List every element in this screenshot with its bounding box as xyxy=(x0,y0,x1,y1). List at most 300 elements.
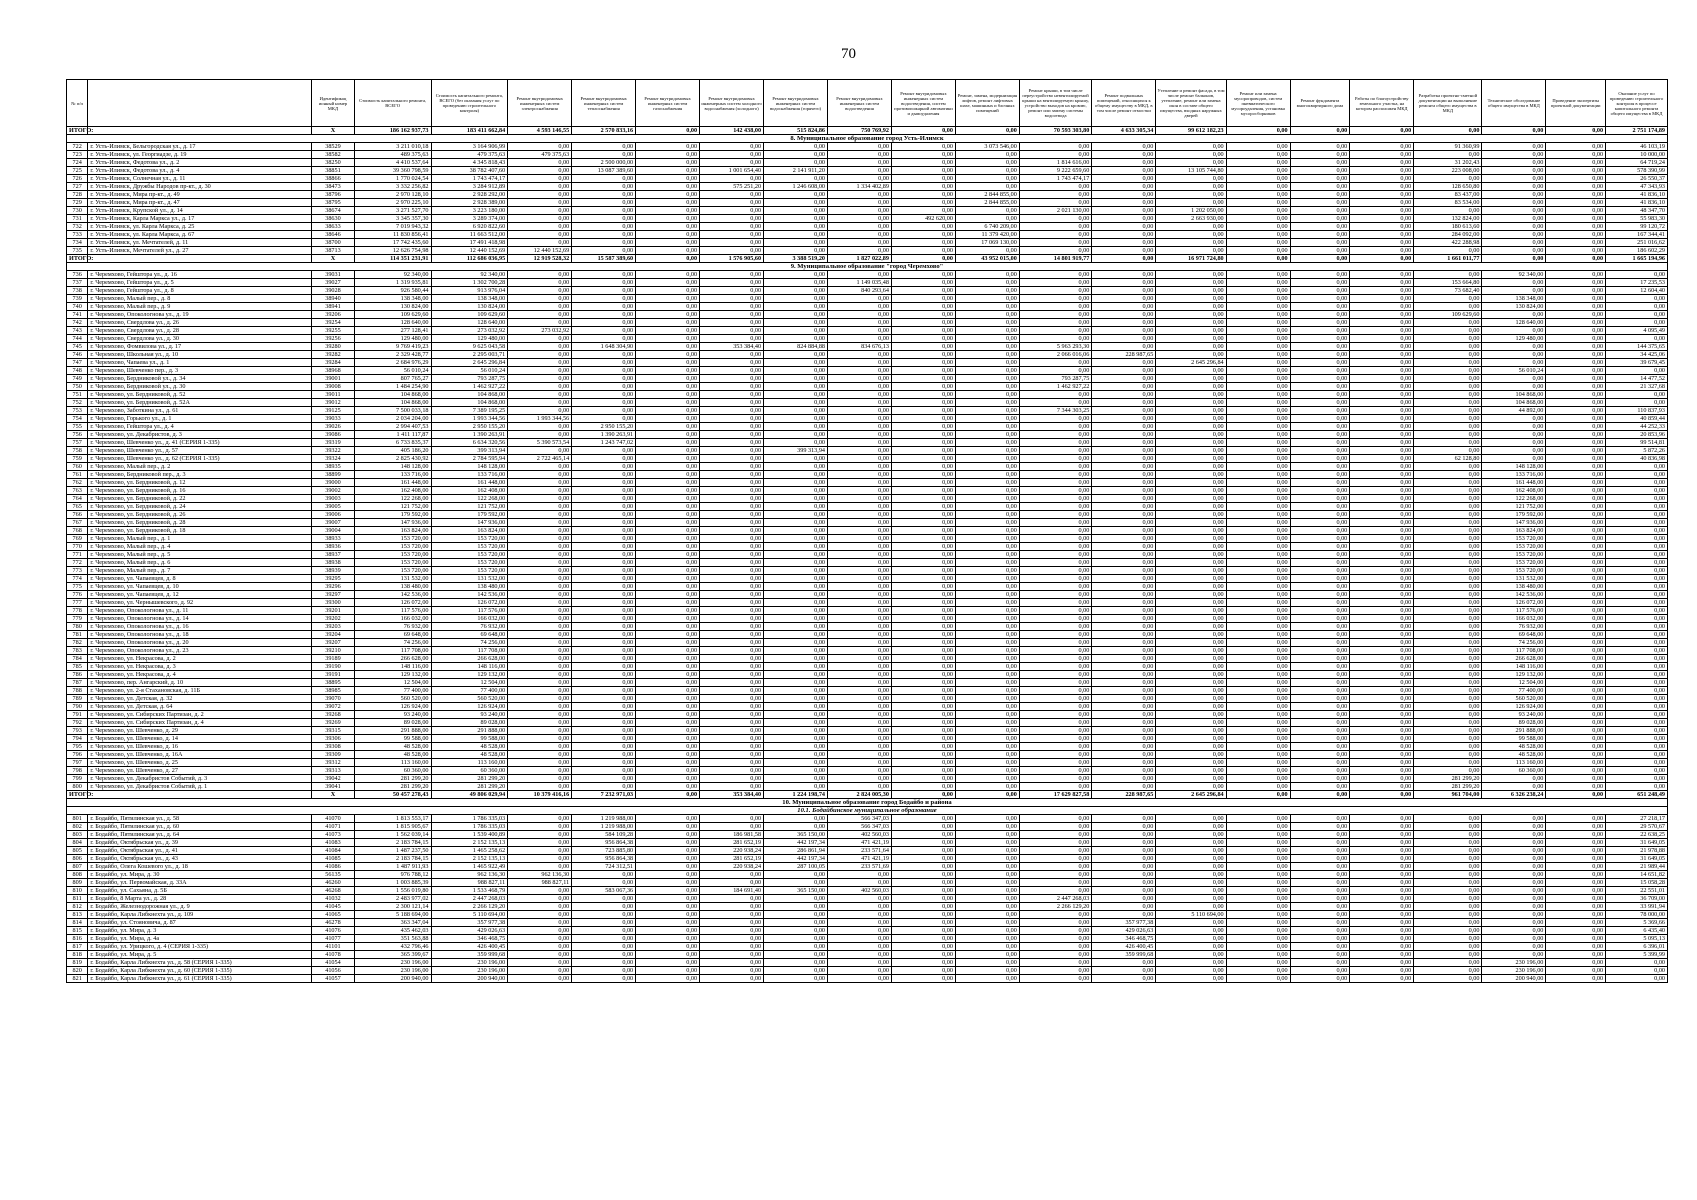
table-cell: 0,00 xyxy=(1414,527,1482,535)
table-row xyxy=(67,271,1668,279)
table-cell: 0,00 xyxy=(828,175,892,183)
table-cell: 0,00 xyxy=(955,759,1019,767)
table-cell: 0,00 xyxy=(1414,431,1482,439)
table-cell: 0,00 xyxy=(508,407,572,415)
table-cell: 0,00 xyxy=(1226,527,1290,535)
table-cell: 0,00 xyxy=(1606,759,1668,767)
table-cell: 0,00 xyxy=(1226,543,1290,551)
table-cell: 38941 xyxy=(312,303,355,311)
table-cell: 0,00 xyxy=(1546,959,1606,967)
table-cell: 0,00 xyxy=(1290,791,1350,799)
table-cell: 121 752,00 xyxy=(354,503,431,511)
table-cell: 0,00 xyxy=(1414,975,1482,983)
table-cell: 0,00 xyxy=(1546,839,1606,847)
table-cell: 962 136,30 xyxy=(431,871,508,879)
table-cell: 1 462 927,22 xyxy=(431,383,508,391)
table-cell: 0,00 xyxy=(1156,551,1226,559)
table-cell: 0,00 xyxy=(1226,287,1290,295)
table-cell: 0,00 xyxy=(1546,607,1606,615)
table-cell: 99 612 182,23 xyxy=(1156,127,1226,135)
table-cell: 0,00 xyxy=(955,975,1019,983)
table-cell: 0,00 xyxy=(764,751,828,759)
table-cell: 0,00 xyxy=(508,311,572,319)
table-cell: 0,00 xyxy=(700,759,764,767)
table-cell: 0,00 xyxy=(1482,383,1546,391)
table-cell: 0,00 xyxy=(508,895,572,903)
table-cell: 0,00 xyxy=(1156,823,1226,831)
table-row xyxy=(67,415,1668,423)
table-cell: 0,00 xyxy=(1546,687,1606,695)
table-cell: 0,00 xyxy=(700,159,764,167)
column-header: Утепление и ремонт фасада, в том числе ремонт балконов, утепление, ремонт или замена окон в составе общего имущества, входных наружных дверей xyxy=(1156,80,1226,127)
table-cell: 0,00 xyxy=(1350,351,1414,359)
table-cell: 0,00 xyxy=(891,855,955,863)
table-cell: 0,00 xyxy=(891,143,955,151)
table-cell: 0,00 xyxy=(1350,279,1414,287)
row-number-cell: 732 xyxy=(67,223,88,231)
table-cell: 0,00 xyxy=(955,687,1019,695)
table-cell: 0,00 xyxy=(764,911,828,919)
table-cell: 0,00 xyxy=(1414,575,1482,583)
table-cell: 0,00 xyxy=(508,943,572,951)
table-cell: 0,00 xyxy=(572,247,636,255)
address-cell: г. Черемхово, Бердниковой ул., д. 30 xyxy=(88,383,312,391)
column-header: Ремонт внутридомовых инженерных систем водоснабжения (горячего) xyxy=(764,80,828,127)
table-row xyxy=(67,207,1668,215)
table-cell: 83 437,00 xyxy=(1414,191,1482,199)
table-cell: 122 268,00 xyxy=(431,495,508,503)
table-cell: 0,00 xyxy=(828,871,892,879)
table-cell: 153 720,00 xyxy=(1482,559,1546,567)
table-cell: 15 058,28 xyxy=(1606,879,1668,887)
table-cell: 39207 xyxy=(312,639,355,647)
table-cell: 138 480,00 xyxy=(354,583,431,591)
table-row xyxy=(67,311,1668,319)
table-row xyxy=(67,911,1668,919)
table-cell: 0,00 xyxy=(764,407,828,415)
table-row xyxy=(67,399,1668,407)
table-cell: 223 008,00 xyxy=(1414,167,1482,175)
table-cell: 0,00 xyxy=(1414,543,1482,551)
table-cell: 0,00 xyxy=(508,751,572,759)
table-cell: 0,00 xyxy=(636,751,700,759)
table-cell: 0,00 xyxy=(828,159,892,167)
table-row xyxy=(67,487,1668,495)
table-cell: 73 682,40 xyxy=(1414,287,1482,295)
table-cell: 0,00 xyxy=(1546,143,1606,151)
table-cell: 39070 xyxy=(312,695,355,703)
table-cell: 357 977,38 xyxy=(1092,919,1156,927)
table-cell: 0,00 xyxy=(1019,879,1091,887)
table-cell: 74 256,00 xyxy=(1482,639,1546,647)
table-cell: 0,00 xyxy=(1019,511,1091,519)
table-cell: 0,00 xyxy=(1482,231,1546,239)
table-cell: 0,00 xyxy=(764,575,828,583)
table-cell: 0,00 xyxy=(1350,927,1414,935)
table-cell: 0,00 xyxy=(1606,615,1668,623)
table-cell: 0,00 xyxy=(891,831,955,839)
table-cell: 0,00 xyxy=(955,271,1019,279)
table-cell: 39001 xyxy=(312,375,355,383)
table-cell: 0,00 xyxy=(1226,375,1290,383)
table-cell: 0,00 xyxy=(700,375,764,383)
table-row xyxy=(67,543,1668,551)
table-cell: 41073 xyxy=(312,831,355,839)
table-cell: 126 924,00 xyxy=(354,703,431,711)
table-cell: 0,00 xyxy=(891,167,955,175)
table-cell: 1 465 258,62 xyxy=(431,847,508,855)
table-cell: 0,00 xyxy=(1350,663,1414,671)
table-cell: 0,00 xyxy=(1226,367,1290,375)
table-cell: 0,00 xyxy=(1156,335,1226,343)
table-cell: 0,00 xyxy=(1156,599,1226,607)
table-cell: 147 936,00 xyxy=(354,519,431,527)
table-cell: 0,00 xyxy=(955,607,1019,615)
table-cell: 2 266 129,20 xyxy=(1019,903,1091,911)
table-cell: 0,00 xyxy=(1092,647,1156,655)
table-cell: 0,00 xyxy=(1290,823,1350,831)
table-cell: 0,00 xyxy=(764,175,828,183)
table-cell: 0,00 xyxy=(1606,303,1668,311)
table-cell: 0,00 xyxy=(955,447,1019,455)
table-cell: 0,00 xyxy=(1546,919,1606,927)
table-cell: 723 885,80 xyxy=(572,847,636,855)
section-title: 8. Муниципальное образование город Усть-Илимск xyxy=(67,135,1668,143)
address-cell: г. Бодайбо, Пятилинская ул., д. 58 xyxy=(88,815,312,823)
table-row xyxy=(67,943,1668,951)
table-cell: 220 938,24 xyxy=(700,863,764,871)
table-cell: 0,00 xyxy=(764,535,828,543)
row-number-cell: 751 xyxy=(67,391,88,399)
table-cell: 0,00 xyxy=(1546,279,1606,287)
row-number-cell: 723 xyxy=(67,151,88,159)
table-cell: 0,00 xyxy=(1482,911,1546,919)
table-cell: 0,00 xyxy=(1019,303,1091,311)
table-cell: 0,00 xyxy=(764,567,828,575)
table-cell: 153 720,00 xyxy=(354,567,431,575)
table-cell: 0,00 xyxy=(636,879,700,887)
table-cell: 471 421,19 xyxy=(828,855,892,863)
table-cell: 0,00 xyxy=(1546,503,1606,511)
table-cell: 0,00 xyxy=(1156,535,1226,543)
table-row xyxy=(67,663,1668,671)
table-cell: 0,00 xyxy=(508,767,572,775)
address-cell: г. Черемхово, Гейштора ул., д. 5 xyxy=(88,279,312,287)
table-cell: 824 884,88 xyxy=(764,343,828,351)
table-cell: 0,00 xyxy=(1350,415,1414,423)
table-cell: 0,00 xyxy=(764,215,828,223)
table-cell: 0,00 xyxy=(508,663,572,671)
table-cell: 0,00 xyxy=(1226,127,1290,135)
table-cell: 114 351 231,91 xyxy=(354,255,431,263)
table-cell: 0,00 xyxy=(1546,951,1606,959)
table-cell: 0,00 xyxy=(700,503,764,511)
table-cell: 0,00 xyxy=(636,327,700,335)
table-cell: 0,00 xyxy=(1092,879,1156,887)
table-cell: 0,00 xyxy=(1482,855,1546,863)
table-cell: 112 686 036,95 xyxy=(431,255,508,263)
table-cell: 0,00 xyxy=(1482,847,1546,855)
table-cell: 0,00 xyxy=(700,311,764,319)
table-cell: 7 344 303,25 xyxy=(1019,407,1091,415)
column-header: Стоимость капитального ремонта, ВСЕГО (без оказания услуг по проведению строительного контроля) xyxy=(431,80,508,127)
table-cell: 0,00 xyxy=(1350,607,1414,615)
table-cell: 0,00 xyxy=(572,751,636,759)
address-cell: г. Черемхово, ул. Бердниковой, д. 12 xyxy=(88,479,312,487)
table-cell: 0,00 xyxy=(828,215,892,223)
table-cell: 153 720,00 xyxy=(354,535,431,543)
table-cell: 0,00 xyxy=(1156,855,1226,863)
address-cell: г. Черемхово, ул. Бердниковой, д. 26 xyxy=(88,511,312,519)
table-cell: 0,00 xyxy=(828,775,892,783)
row-number-cell: 779 xyxy=(67,615,88,623)
table-row xyxy=(67,871,1668,879)
table-cell: 0,00 xyxy=(1156,503,1226,511)
table-row xyxy=(67,551,1668,559)
table-cell: 0,00 xyxy=(1226,463,1290,471)
table-cell: 0,00 xyxy=(636,775,700,783)
table-cell: 0,00 xyxy=(828,359,892,367)
table-cell: 4 633 305,34 xyxy=(1092,127,1156,135)
address-cell: г. Черемхово, Гейштора ул., д. 8 xyxy=(88,287,312,295)
table-cell: 4 410 537,64 xyxy=(354,159,431,167)
table-cell: 3 345 357,30 xyxy=(354,215,431,223)
table-cell: 0,00 xyxy=(1156,895,1226,903)
table-cell: 0,00 xyxy=(1092,511,1156,519)
table-cell: 0,00 xyxy=(700,383,764,391)
table-cell: 0,00 xyxy=(1482,183,1546,191)
table-cell: 2 645 296,84 xyxy=(431,359,508,367)
table-cell: 161 448,00 xyxy=(431,479,508,487)
table-cell: 0,00 xyxy=(764,271,828,279)
table-cell: 0,00 xyxy=(572,455,636,463)
table-cell: 0,00 xyxy=(1414,679,1482,687)
table-cell: 0,00 xyxy=(891,287,955,295)
table-cell: 0,00 xyxy=(1226,903,1290,911)
table-cell: 0,00 xyxy=(1019,583,1091,591)
row-number-cell: 743 xyxy=(67,327,88,335)
table-cell: 0,00 xyxy=(508,911,572,919)
table-cell: 0,00 xyxy=(1546,855,1606,863)
row-number-cell: 821 xyxy=(67,975,88,983)
table-row xyxy=(67,879,1668,887)
table-cell: 0,00 xyxy=(1350,911,1414,919)
table-cell: 0,00 xyxy=(764,639,828,647)
table-cell: 0,00 xyxy=(1156,879,1226,887)
table-cell: 2 994 407,53 xyxy=(354,423,431,431)
table-cell: 0,00 xyxy=(891,639,955,647)
table-cell: 0,00 xyxy=(1546,175,1606,183)
table-cell: 0,00 xyxy=(636,583,700,591)
table-cell: 0,00 xyxy=(508,903,572,911)
table-cell: 0,00 xyxy=(955,575,1019,583)
row-number-cell: 802 xyxy=(67,823,88,831)
table-cell: 91 360,99 xyxy=(1414,143,1482,151)
row-number-cell: 790 xyxy=(67,703,88,711)
table-cell: 122 268,00 xyxy=(1482,495,1546,503)
table-cell: 1 390 263,91 xyxy=(572,431,636,439)
table-cell: 0,00 xyxy=(1019,975,1091,983)
row-number-cell: 808 xyxy=(67,871,88,879)
table-cell: 0,00 xyxy=(1019,327,1091,335)
table-cell: 0,00 xyxy=(508,887,572,895)
table-cell: 39306 xyxy=(312,735,355,743)
table-cell: 0,00 xyxy=(1546,599,1606,607)
table-cell: 0,00 xyxy=(1546,535,1606,543)
table-cell: 0,00 xyxy=(1226,495,1290,503)
table-cell: 0,00 xyxy=(1606,399,1668,407)
table-cell: 0,00 xyxy=(1546,935,1606,943)
table-cell: 13 105 744,80 xyxy=(1156,167,1226,175)
row-number-cell: 750 xyxy=(67,383,88,391)
table-cell: 0,00 xyxy=(891,199,955,207)
table-cell: 0,00 xyxy=(1290,455,1350,463)
table-cell: 0,00 xyxy=(1546,351,1606,359)
table-cell: 266 628,00 xyxy=(1482,655,1546,663)
table-cell: 60 360,00 xyxy=(354,767,431,775)
table-cell: 0,00 xyxy=(1350,535,1414,543)
table-cell: 0,00 xyxy=(508,951,572,959)
address-cell: г. Черемхово, Школьная ул., д. 10 xyxy=(88,351,312,359)
table-cell: 0,00 xyxy=(1482,375,1546,383)
table-cell: 1 556 019,80 xyxy=(354,887,431,895)
table-cell: 0,00 xyxy=(1290,479,1350,487)
table-cell: 0,00 xyxy=(1092,695,1156,703)
table-cell: 0,00 xyxy=(636,503,700,511)
table-cell: 0,00 xyxy=(1350,407,1414,415)
table-cell: 353 384,40 xyxy=(700,791,764,799)
table-cell: 0,00 xyxy=(508,775,572,783)
table-cell: 492 620,00 xyxy=(891,215,955,223)
table-cell: 0,00 xyxy=(1350,391,1414,399)
table-cell: 0,00 xyxy=(1226,679,1290,687)
table-row xyxy=(67,519,1668,527)
column-header: Стоимость капитального ремонта, ВСЕГО xyxy=(354,80,431,127)
table-cell: 41045 xyxy=(312,903,355,911)
table-cell: 0,00 xyxy=(572,391,636,399)
table-cell: 179 592,00 xyxy=(1482,511,1546,519)
table-cell: 0,00 xyxy=(1546,719,1606,727)
table-cell: 0,00 xyxy=(891,615,955,623)
table-cell: 0,00 xyxy=(891,679,955,687)
table-cell: 0,00 xyxy=(572,495,636,503)
table-cell: 0,00 xyxy=(1092,439,1156,447)
table-cell: 0,00 xyxy=(1092,311,1156,319)
table-cell: 56135 xyxy=(312,871,355,879)
table-cell: 2 570 833,16 xyxy=(572,127,636,135)
table-cell: 1 334 402,89 xyxy=(828,183,892,191)
table-cell: 471 421,19 xyxy=(828,839,892,847)
table-cell: 0,00 xyxy=(1290,127,1350,135)
table-cell: 0,00 xyxy=(1546,527,1606,535)
table-cell: 0,00 xyxy=(508,503,572,511)
table-cell: 153 720,00 xyxy=(354,551,431,559)
column-header: Ремонт или замена мусоропроводов, систем пневматического мусороудаления, установка мусоросборников xyxy=(1226,80,1290,127)
table-cell: 0,00 xyxy=(700,543,764,551)
table-cell: 0,00 xyxy=(891,959,955,967)
table-cell: 0,00 xyxy=(891,439,955,447)
table-cell: 92 340,00 xyxy=(1482,271,1546,279)
table-cell: 291 888,00 xyxy=(1482,727,1546,735)
table-cell: 0,00 xyxy=(955,911,1019,919)
address-cell: г. Черемхово, ул. Бердниковой, д. 24 xyxy=(88,503,312,511)
table-cell: 0,00 xyxy=(1482,151,1546,159)
row-number-cell: 736 xyxy=(67,271,88,279)
table-cell: 0,00 xyxy=(764,231,828,239)
table-cell: 0,00 xyxy=(1092,151,1156,159)
table-cell: 0,00 xyxy=(1226,191,1290,199)
table-cell: 0,00 xyxy=(572,559,636,567)
table-cell: 0,00 xyxy=(1414,415,1482,423)
table-cell: 0,00 xyxy=(1156,159,1226,167)
table-cell: 89 028,00 xyxy=(1482,719,1546,727)
table-cell: 0,00 xyxy=(891,823,955,831)
table-cell: 0,00 xyxy=(700,911,764,919)
table-cell: 0,00 xyxy=(1546,863,1606,871)
table-cell: 0,00 xyxy=(1414,647,1482,655)
table-cell: 0,00 xyxy=(1156,471,1226,479)
table-cell: 0,00 xyxy=(636,319,700,327)
section-heading xyxy=(67,263,1668,271)
table-cell: 104 868,00 xyxy=(354,399,431,407)
column-header: № п/п xyxy=(67,80,88,127)
table-cell: 0,00 xyxy=(636,335,700,343)
table-cell: 0,00 xyxy=(891,919,955,927)
table-cell: 0,00 xyxy=(1092,247,1156,255)
table-cell: 138 480,00 xyxy=(431,583,508,591)
table-cell: 0,00 xyxy=(1606,703,1668,711)
table-cell: 0,00 xyxy=(955,535,1019,543)
table-cell: 1 665 194,96 xyxy=(1606,255,1668,263)
table-cell: 0,00 xyxy=(891,303,955,311)
table-cell: 0,00 xyxy=(1156,367,1226,375)
table-cell: 0,00 xyxy=(1092,663,1156,671)
table-cell: 0,00 xyxy=(1226,175,1290,183)
row-number-cell: 738 xyxy=(67,287,88,295)
table-cell: 0,00 xyxy=(1414,343,1482,351)
table-cell: 0,00 xyxy=(700,455,764,463)
table-cell: 0,00 xyxy=(1546,231,1606,239)
table-cell: 0,00 xyxy=(700,607,764,615)
table-cell: 0,00 xyxy=(572,335,636,343)
table-cell: 840 293,64 xyxy=(828,287,892,295)
table-cell: 0,00 xyxy=(1350,199,1414,207)
table-cell: 0,00 xyxy=(891,647,955,655)
table-cell: 0,00 xyxy=(1019,551,1091,559)
table-cell: 0,00 xyxy=(955,583,1019,591)
table-cell: 0,00 xyxy=(828,959,892,967)
table-cell: 0,00 xyxy=(1606,767,1668,775)
table-cell: 0,00 xyxy=(1019,455,1091,463)
table-cell: 0,00 xyxy=(572,647,636,655)
table-cell: 0,00 xyxy=(1290,199,1350,207)
table-cell: 0,00 xyxy=(1156,423,1226,431)
table-cell: 41086 xyxy=(312,863,355,871)
table-cell: 0,00 xyxy=(1019,231,1091,239)
table-cell: 1 487 911,93 xyxy=(354,863,431,871)
table-row xyxy=(67,191,1668,199)
table-body xyxy=(67,127,1668,983)
table-cell: 0,00 xyxy=(764,503,828,511)
table-cell: 0,00 xyxy=(955,407,1019,415)
table-cell: 153 720,00 xyxy=(1482,543,1546,551)
address-cell: г. Бодайбо, Пятилинская ул., д. 64 xyxy=(88,831,312,839)
table-cell: 0,00 xyxy=(1092,655,1156,663)
table-cell: 0,00 xyxy=(1482,455,1546,463)
table-cell: 0,00 xyxy=(1546,495,1606,503)
table-cell: 0,00 xyxy=(1156,247,1226,255)
table-cell: 130 824,00 xyxy=(431,303,508,311)
